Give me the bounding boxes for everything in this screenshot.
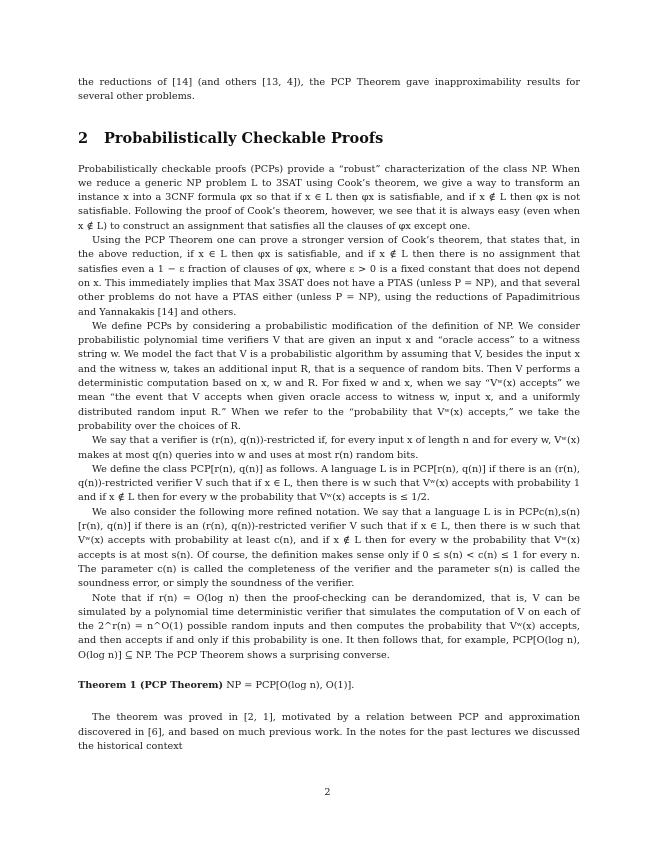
theorem-block (78, 679, 580, 693)
theorem-statement: NP = PCP[O(log n), O(1)]. (226, 679, 355, 691)
paragraph-closing: The theorem was proved in [2, 1], motivated by a relation between PCP and approximation discovered in [6], and based on much previous work. In the notes for the past lectures we discussed the historical context (78, 712, 580, 752)
page-number: 2 (324, 787, 331, 798)
paragraph-define-class: We define the class PCP[r(n), q(n)] as follows. A language L is in PCP[r(n), q(n)] if there is an (r(n), q(n))-restricted verifier V such that if x ∈ L, then there is w such that Vʷ(x) accepts with probability 1 and if x ∉ L then for every w the probability that Vʷ(x) accepts is ≤ 1/2. (78, 463, 580, 504)
paragraph-define-pcps: We define PCPs by considering a probabilistic modification of the definition of NP. We consider probabilistic polynomial time verifiers V that are given an input x and “oracle access” to a witness string w. We model the fact that V is a probabilistic algorithm by assuming that V, besides the input x and the witness w, takes an additional input R, that is a sequence of random bits. Then V performs a deterministic computation based on x, w and R. For fixed w and x, when we say “Vʷ(x) accepts” we mean “the event that V accepts when given oracle access to witness w, input x, and a uniformly distributed random input R.” When we refer to the “probability that Vʷ(x) accepts,” we take the probability over the choices of R. (78, 320, 580, 432)
paragraph-derandomized: Note that if r(n) = O(log n) then the proof-checking can be derandomized, that is, V can be simulated by a polynomial time deterministic verifier that simulates the computation of V on each of the 2^r(n) = n^O(1) possible random inputs and then computes the probability that Vʷ(x) accepts, and then accepts if and only if this probability is one. It then follows that, for example, PCP[O(log n), O(log n)] ⊆ NP. The PCP Theorem shows a surprising converse. (78, 592, 580, 661)
section-title: Probabilistically Checkable Proofs (104, 129, 384, 147)
theorem-label: Theorem 1 (PCP Theorem) (78, 679, 224, 691)
paragraph-restricted-verifier: We say that a verifier is (r(n), q(n))-restricted if, for every input x of length n and for every w, Vʷ(x) makes at most q(n) queries into w and uses at most r(n) random bits. (78, 435, 580, 461)
paragraph-refined-notation: We also consider the following more refined notation. We say that a language L is in PCPc(n),s(n)[r(n), q(n)] if there is an (r(n), q(n))-restricted verifier V such that if x ∈ L, then there is w such that Vʷ(x) accepts with probability at least c(n), and if x ∉ L then for every w the probability that Vʷ(x) accepts is at most s(n). Of course, the definition makes sense only if 0 ≤ s(n) < c(n) ≤ 1 for every n. The parameter c(n) is called the completeness of the verifier and the parameter s(n) is called the soundness error, or simply the soundness of the verifier. (78, 506, 580, 590)
paper-page (78, 76, 580, 754)
intro-paragraph: the reductions of [14] (and others [13, 4]), the PCP Theorem gave inapproximability results for several other problems. (78, 77, 580, 103)
section-heading (78, 130, 580, 148)
paragraph-pcp-intro: Probabilistically checkable proofs (PCPs) provide a “robust” characterization of the class NP. When we reduce a generic NP problem L to 3SAT using Cook’s theorem, we give a way to transform an instance x into a 3CNF formula φx so that if x ∈ L then φx is satisfiable, and if x ∉ L then φx is not satisfiable. Following the proof of Cook’s theorem, however, we see that it is always easy (even when x ∉ L) to construct an assignment that satisfies all the clauses of φx except one. (78, 163, 580, 232)
paragraph-stronger-cook: Using the PCP Theorem one can prove a stronger version of Cook’s theorem, that states that, in the above reduction, if x ∈ L then φx is satisfiable, and if x ∉ L then there is no assignment that satisfies even a 1 − ε fraction of clauses of φx, where ε > 0 is a fixed constant that does not depend on x. This immediately implies that Max 3SAT does not have a PTAS (unless P = NP), and that several other problems do not have a PTAS either (unless P = NP), using the reductions of Papadimitrious and Yannakakis [14] and others. (78, 235, 580, 318)
section-number: 2 (78, 129, 89, 147)
